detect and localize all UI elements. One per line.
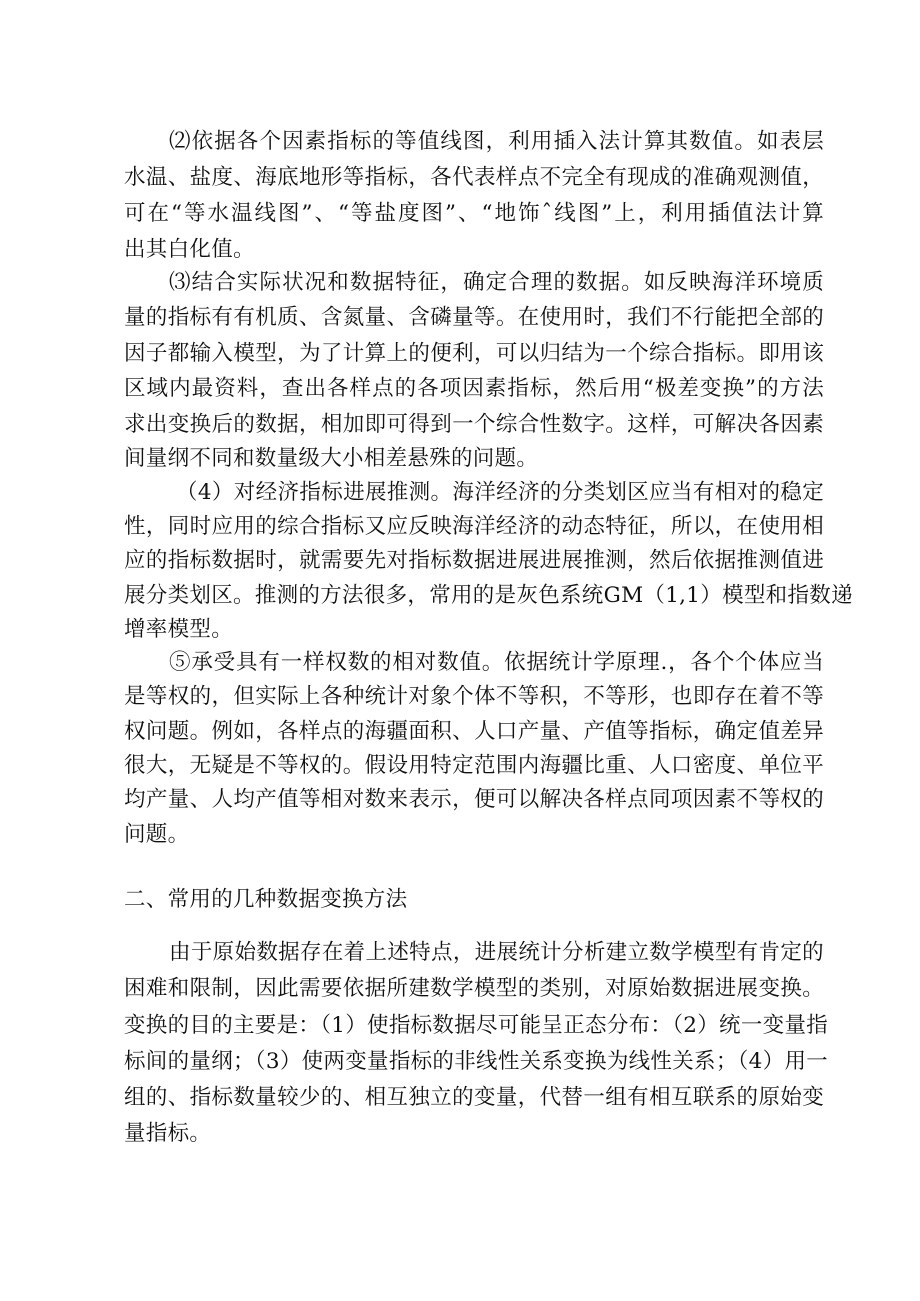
paragraph-5-line-2: 是等权的，但实际上各种统计对象个体不等积，不等形，也即存在着不等 xyxy=(124,684,824,709)
paragraph-3-line-5: 求出变换后的数据，相加即可得到一个综合性数字。这样，可解决各因素 xyxy=(124,412,824,437)
paragraph-4-line-1: （4）对经济指标进展推测。海洋经济的分类划区应当有相对的稳定 xyxy=(176,480,824,505)
paragraph-5-line-4: 很大，无疑是不等权的。假设用特定范围内海疆比重、人口密度、单位平 xyxy=(124,753,824,778)
paragraph-3-line-4: 区域内最资料，查出各样点的各项因素指标，然后用“极差变换”的方法 xyxy=(124,376,824,401)
paragraph-3-line-3: 因子都输入模型，为了计算上的便利，可以归结为一个综合指标。即用该 xyxy=(124,341,824,366)
paragraph-2-line-2: 水温、盐度、海底地形等指标，各代表样点不完全有现成的准确观测值， xyxy=(124,165,824,190)
paragraph-5-line-3: 权问题。例如，各样点的海疆面积、人口产量、产值等指标，确定值差异 xyxy=(124,719,824,744)
section-heading: 二、常用的几种数据变换方法 xyxy=(124,887,408,912)
section-paragraph-line-6: 量指标。 xyxy=(124,1121,212,1146)
section-paragraph-line-4: 标间的量纲；（3）使两变量指标的非线性关系变换为线性关系；（4）用一 xyxy=(124,1049,829,1074)
section-paragraph-line-2: 困难和限制，因此需要依据所建数学模型的类别，对原始数据进展变换。 xyxy=(124,976,824,1001)
paragraph-4-line-3: 应的指标数据时，就需要先对指标数据进展进展推测，然后依据推测值进 xyxy=(124,548,824,573)
paragraph-5-line-6: 问题。 xyxy=(124,822,190,847)
paragraph-3-line-1: ⑶结合实际状况和数据特征，确定合理的数据。如反映海洋环境质 xyxy=(169,270,824,295)
section-paragraph-line-3: 变换的目的主要是：（1）使指标数据尽可能呈正态分布：（2）统一变量指 xyxy=(124,1013,829,1038)
section-paragraph-line-1: 由于原始数据存在着上述特点，进展统计分析建立数学模型有肯定的 xyxy=(169,940,824,965)
paragraph-4-line-5: 增率模型。 xyxy=(124,617,234,642)
paragraph-4-line-2: 性，同时应用的综合指标又应反映海洋经济的动态特征，所以，在使用相 xyxy=(124,514,824,539)
paragraph-2-line-3: 可在“等水温线图”、“等盐度图”、“地饰ˆ线图”上，利用插值法计算 xyxy=(124,201,824,226)
paragraph-5-line-5: 均产量、人均产值等相对数来表示，便可以解决各样点同项因素不等权的 xyxy=(124,787,824,812)
paragraph-5-line-1: ⑤承受具有一样权数的相对数值。依据统计学原理.，各个个体应当 xyxy=(169,650,824,675)
paragraph-4-line-4: 展分类划区。推测的方法很多，常用的是灰色系统GM（1,1）模型和指数递 xyxy=(124,583,853,608)
paragraph-3-line-2: 量的指标有有机质、含氮量、含磷量等。在使用时，我们不行能把全部的 xyxy=(124,305,824,330)
paragraph-2-line-4: 出其白化值。 xyxy=(124,237,255,262)
section-paragraph-line-5: 组的、指标数量较少的、相互独立的变量，代替一组有相互联系的原始变 xyxy=(124,1085,824,1110)
paragraph-3-line-6: 间量纲不同和数量级大小相差悬殊的问题。 xyxy=(124,446,539,471)
paragraph-2-line-1: ⑵依据各个因素指标的等值线图，利用插入法计算其数值。如表层 xyxy=(169,129,824,154)
